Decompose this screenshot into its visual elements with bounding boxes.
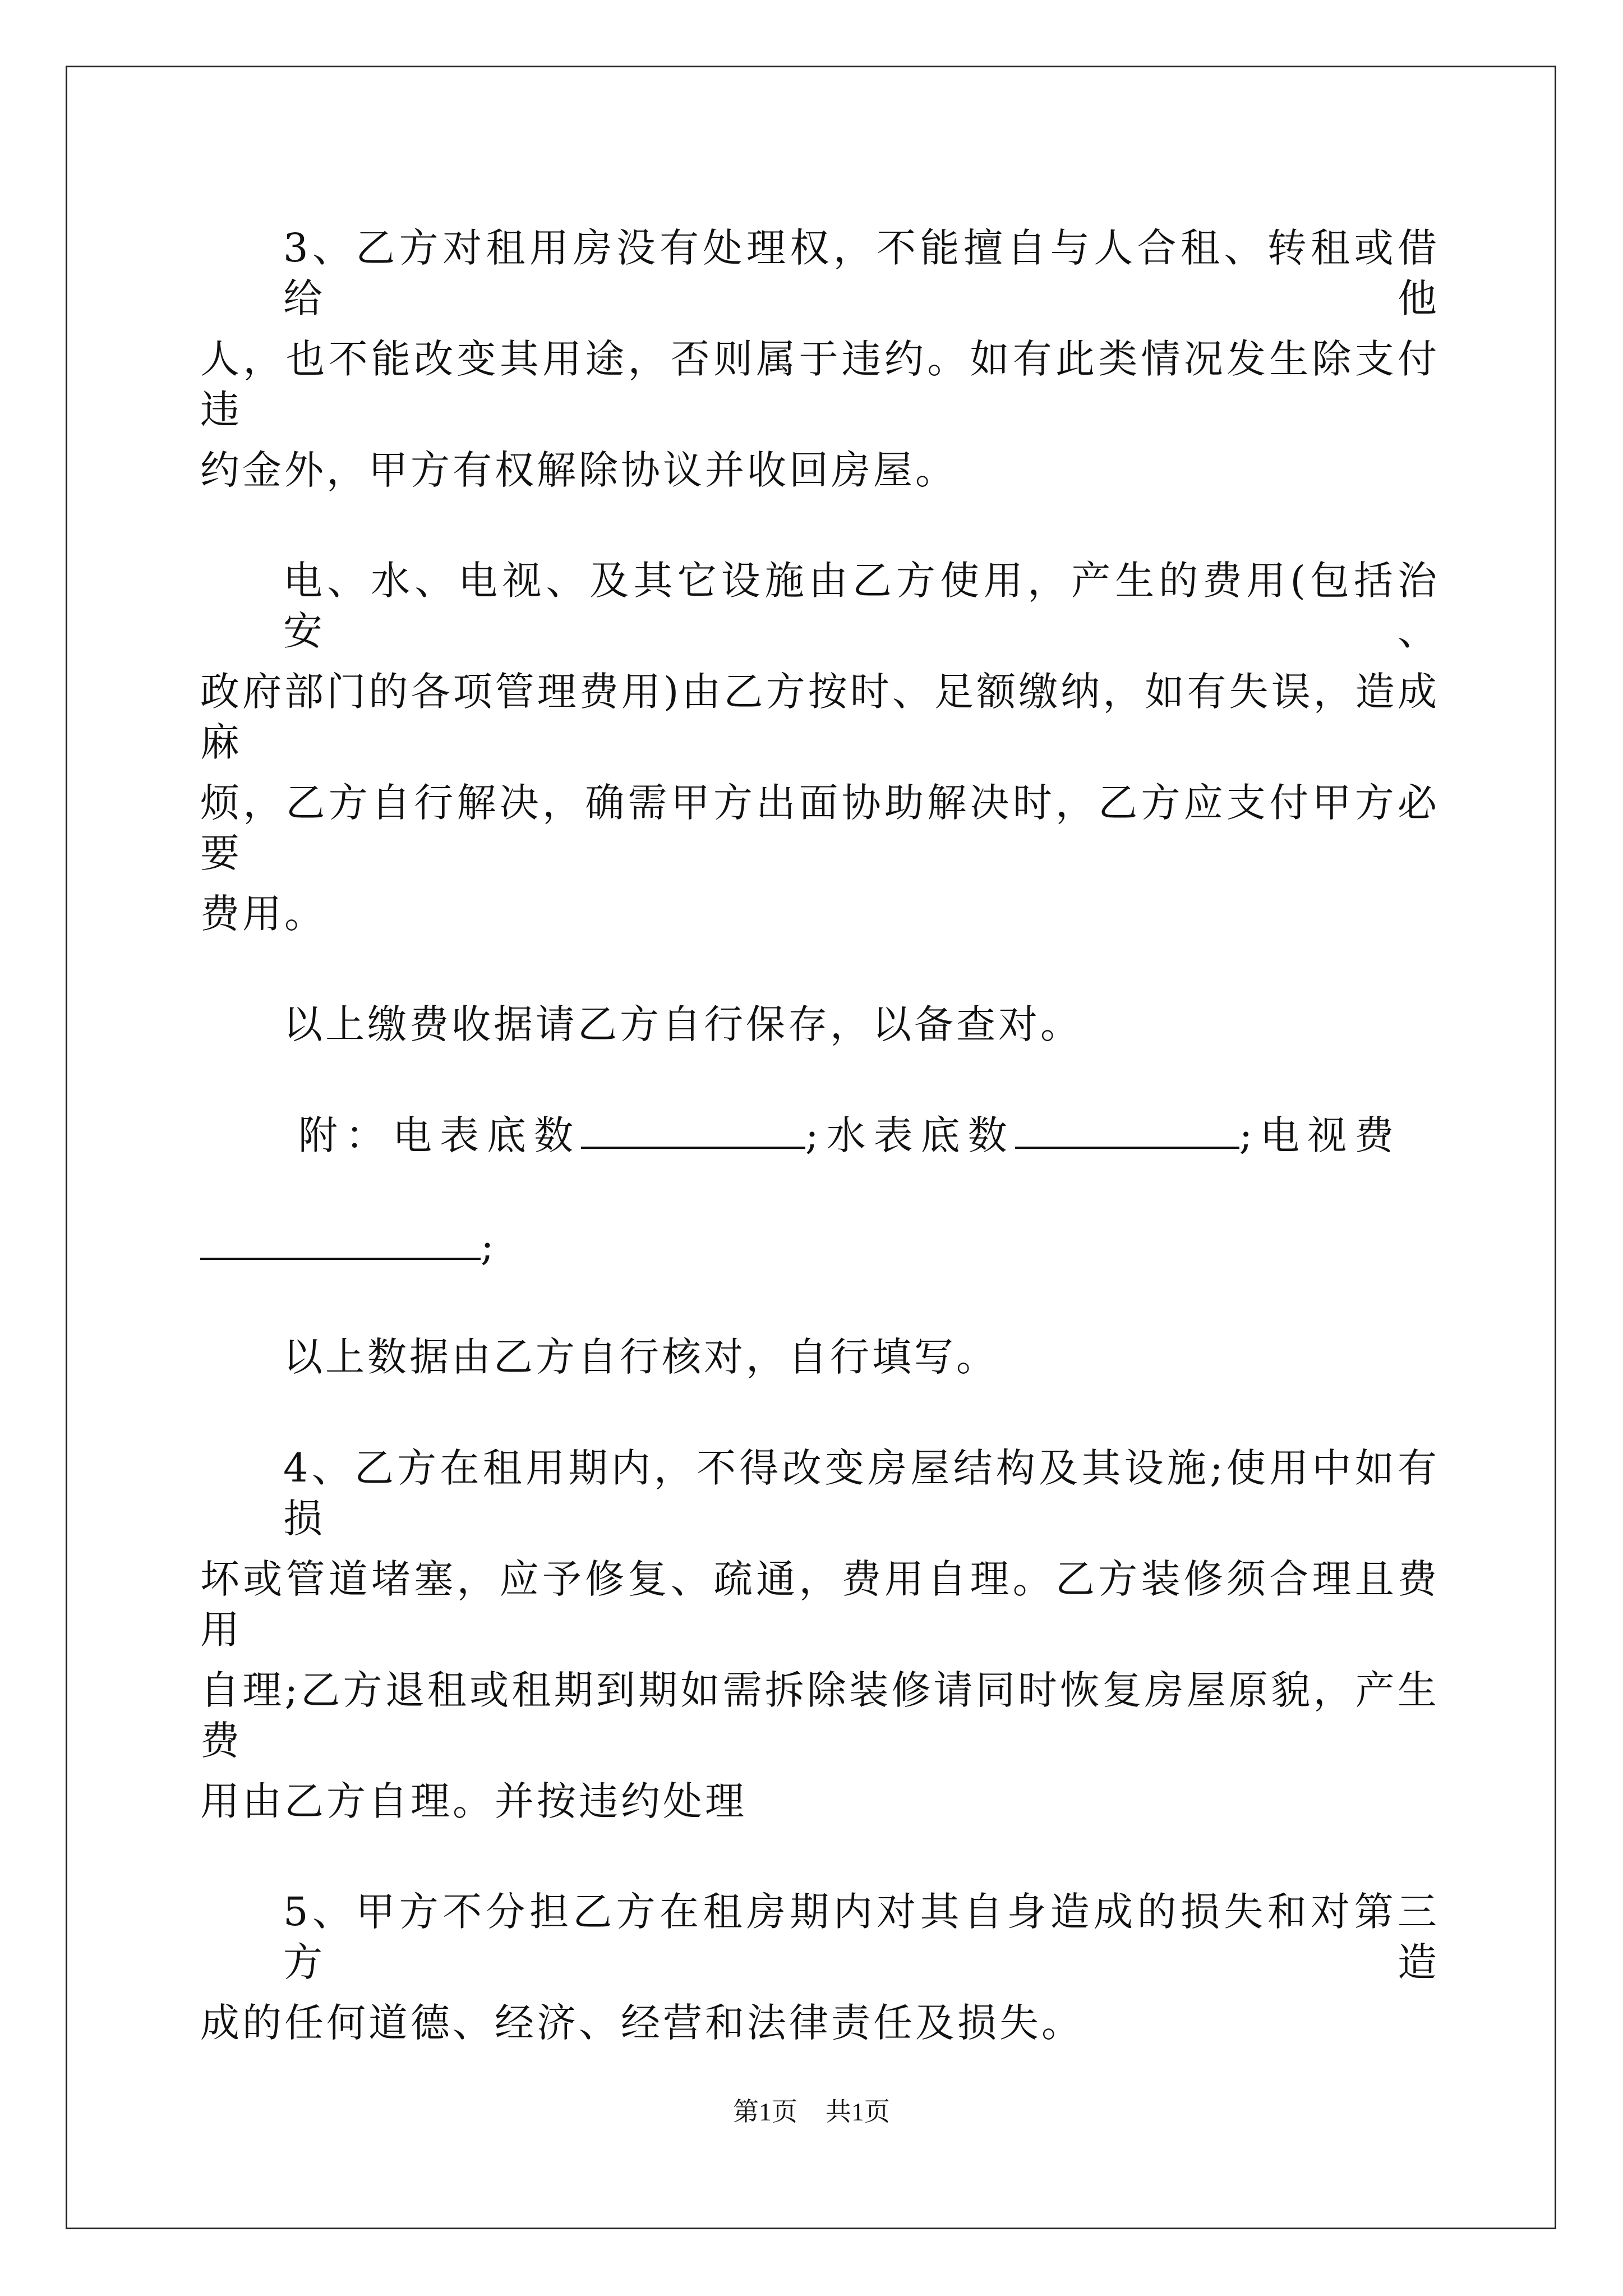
tv-fee-label: ;电视费 xyxy=(1239,1112,1402,1158)
paragraph-5-line-1: 以上数据由乙方自行核对，自行填写。 xyxy=(283,1334,998,1380)
tv-fee-blank[interactable] xyxy=(200,1223,481,1260)
page-total: 共1页 xyxy=(826,2097,890,2126)
electric-meter-blank[interactable] xyxy=(581,1112,805,1149)
paragraph-2-line-3: 烦，乙方自行解决，确需甲方出面协助解决时，乙方应支付甲方必要 xyxy=(200,780,1440,876)
page-number: 第1页 xyxy=(733,2097,797,2126)
paragraph-3-line-1: 以上缴费收据请乙方自行保存，以备查对。 xyxy=(283,1001,1082,1047)
paragraph-1-line-2: 人，也不能改变其用途，否则属于违约。如有此类情况发生除支付违 xyxy=(200,336,1440,432)
tv-fee-line xyxy=(200,1221,497,1272)
paragraph-2-line-4: 费用。 xyxy=(200,891,326,937)
meter-readings-line xyxy=(298,1110,1401,1161)
paragraph-6-line-4: 用由乙方自理。并按违约处理 xyxy=(200,1778,747,1824)
paragraph-2-line-2: 政府部门的各项管理费用)由乙方按时、足额缴纳，如有失误，造成麻 xyxy=(200,669,1440,765)
paragraph-6-line-1: 4、乙方在租用期内，不得改变房屋结构及其设施;使用中如有损 xyxy=(283,1445,1440,1542)
paragraph-6-line-2: 坏或管道堵塞，应予修复、疏通，费用自理。乙方装修须合理且费用 xyxy=(200,1556,1440,1653)
water-meter-blank[interactable] xyxy=(1015,1112,1239,1149)
water-meter-label: ;水表底数 xyxy=(805,1112,1015,1158)
paragraph-2-line-1: 电、水、电视、及其它设施由乙方使用，产生的费用(包括治安、 xyxy=(283,558,1440,654)
paragraph-1-line-3: 约金外，甲方有权解除协议并收回房屋。 xyxy=(200,447,957,493)
tv-fee-end: ; xyxy=(481,1223,497,1269)
paragraph-6-line-3: 自理;乙方退租或租期到期如需拆除装修请同时恢复房屋原貌，产生费 xyxy=(200,1667,1440,1764)
page-footer xyxy=(0,2095,1623,2129)
electric-meter-label: 附：电表底数 xyxy=(298,1112,581,1158)
paragraph-1-line-1: 3、乙方对租用房没有处理权，不能擅自与人合租、转租或借给他 xyxy=(283,225,1440,321)
paragraph-7-line-1: 5、甲方不分担乙方在租房期内对其自身造成的损失和对第三方造 xyxy=(283,1889,1440,1985)
paragraph-7-line-2: 成的任何道德、经济、经营和法律责任及损失。 xyxy=(200,2000,1083,2046)
